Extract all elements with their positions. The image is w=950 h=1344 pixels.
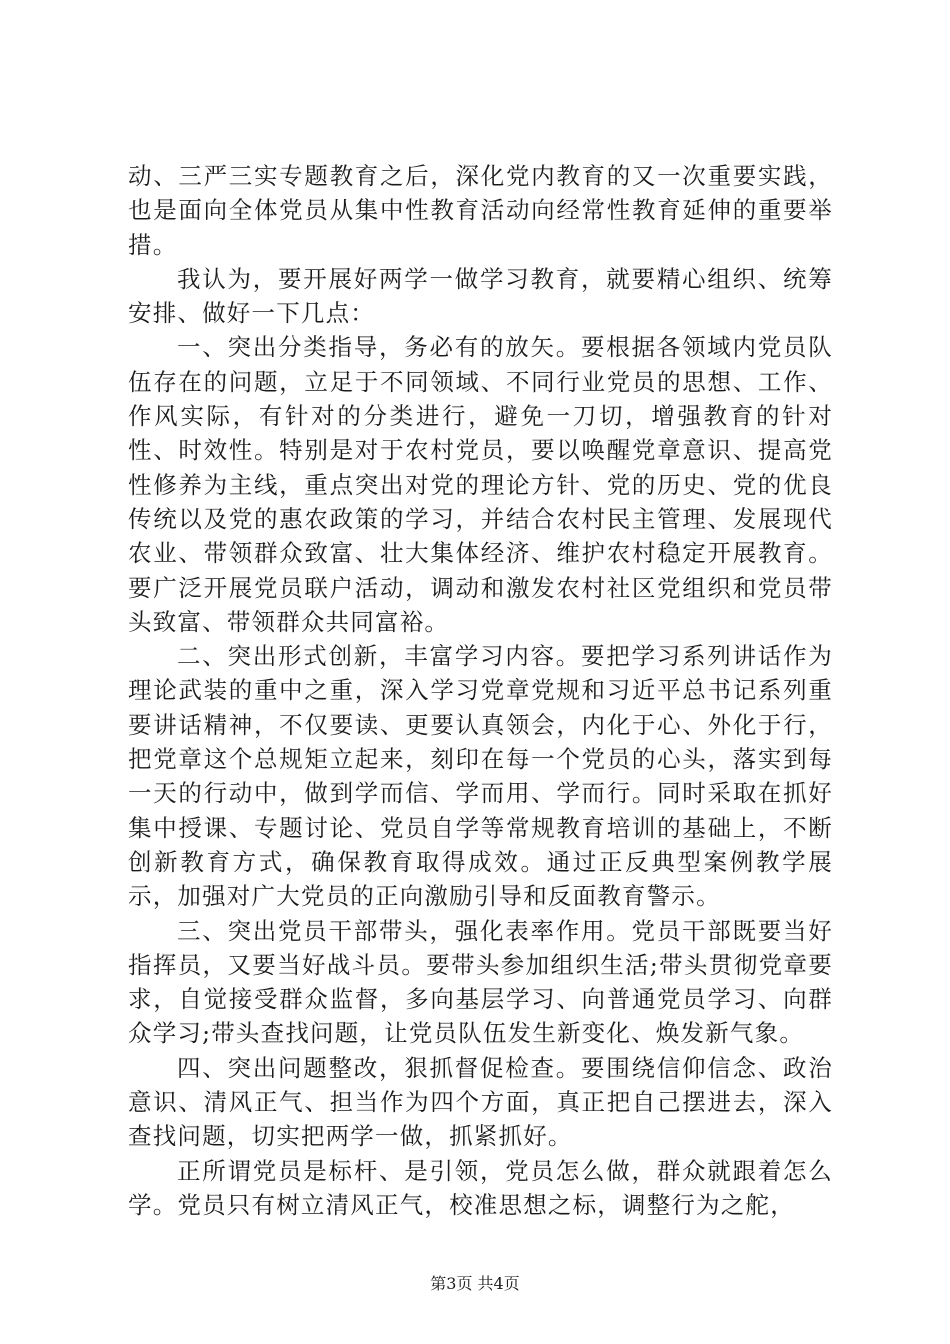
document-body xyxy=(128,159,833,1222)
paragraph: 四、突出问题整改，狠抓督促检查。要围绕信仰信念、政治意识、清风正气、担当作为四个方面，真正把自己摆进去，深入查找问题，切实把两学一做，抓紧抓好。 xyxy=(128,1053,833,1151)
paragraph: 一、突出分类指导，务必有的放矢。要根据各领域内党员队伍存在的问题，立足于不同领域、不同行业党员的思想、工作、作风实际，有针对的分类进行，避免一刀切，增强教育的针对性、时效性。特别是对于农村党员，要以唤醒党章意识、提高党性修养为主线，重点突出对党的理论方针、党的历史、党的优良传统以及党的惠农政策的学习，并结合农村民主管理、发展现代农业、带领群众致富、壮大集体经济、维护农村稳定开展教育。要广泛开展党员联户活动，调动和激发农村社区党组织和党员带头致富、带领群众共同富裕。 xyxy=(128,333,833,636)
paragraph: 三、突出党员干部带头，强化表率作用。党员干部既要当好指挥员，又要当好战斗员。要带头参加组织生活;带头贯彻党章要求，自觉接受群众监督，多向基层学习、向普通党员学习、向群众学习;带头查找问题，让党员队伍发生新变化、焕发新气象。 xyxy=(128,916,833,1048)
paragraph: 动、三严三实专题教育之后，深化党内教育的又一次重要实践，也是面向全体党员从集中性教育活动向经常性教育延伸的重要举措。 xyxy=(128,162,833,259)
paragraph: 二、突出形式创新，丰富学习内容。要把学习系列讲话作为理论武装的重中之重，深入学习党章党规和习近平总书记系列重要讲话精神，不仅要读、更要认真领会，内化于心、外化于行，把党章这个总规矩立起来，刻印在每一个党员的心头，落实到每一天的行动中，做到学而信、学而用、学而行。同时采取在抓好集中授课、专题讨论、党员自学等常规教育培训的基础上，不断创新教育方式，确保教育取得成效。通过正反典型案例教学展示，加强对广大党员的正向激励引导和反面教育警示。 xyxy=(128,642,833,911)
paragraph: 正所谓党员是标杆、是引领，党员怎么做，群众就跟着怎么学。党员只有树立清风正气，校准思想之标，调整行为之舵， xyxy=(128,1156,833,1219)
page-footer xyxy=(0,1274,950,1294)
page-number-label: 第3页 共4页 xyxy=(430,1274,520,1293)
paragraph: 我认为，要开展好两学一做学习教育，就要精心组织、统筹安排、做好一下几点： xyxy=(128,264,833,328)
